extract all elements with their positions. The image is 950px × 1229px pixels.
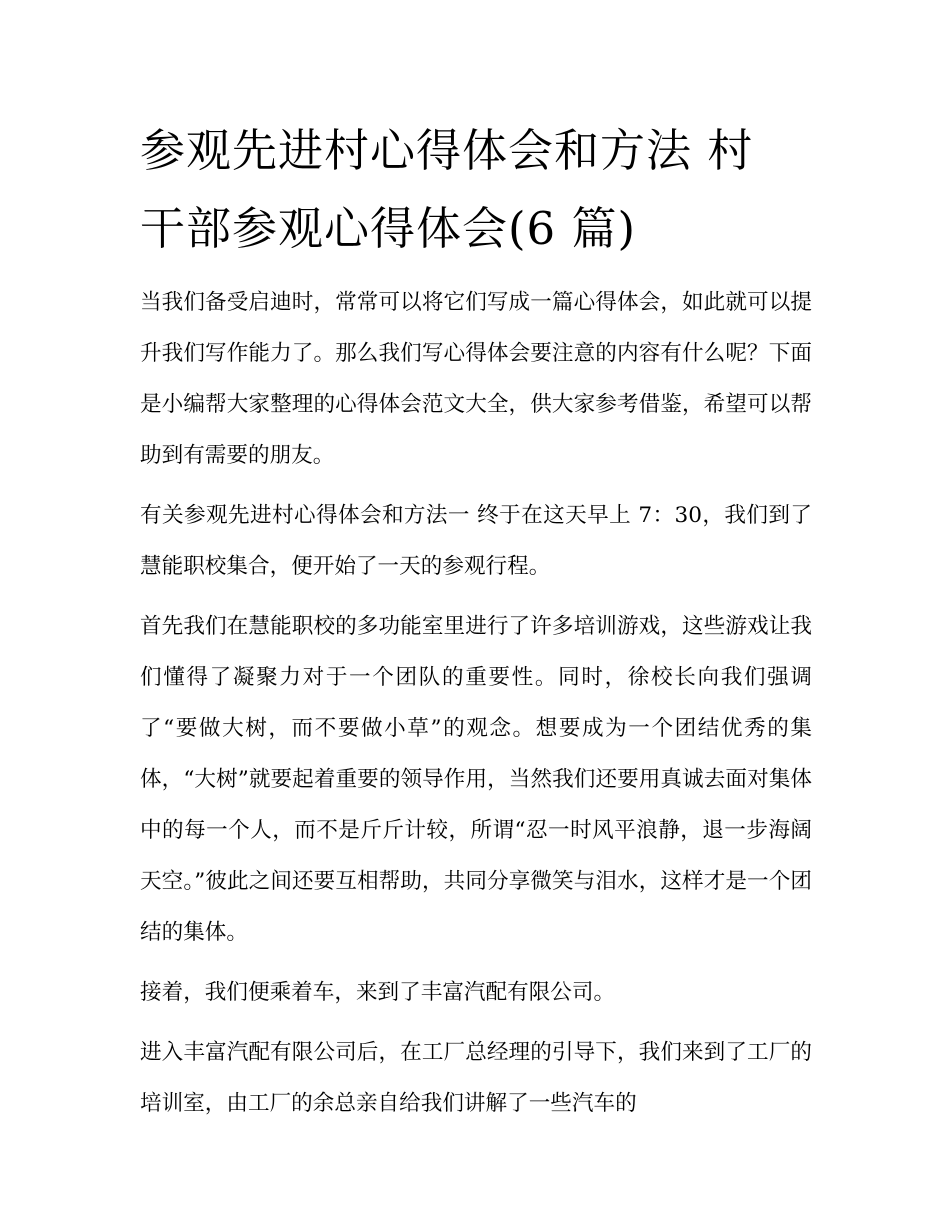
title-line-2: 干部参观心得体会(6 篇): [140, 202, 637, 255]
body-paragraph: 有关参观先进村心得体会和方法一 终于在这天早上 7：30，我们到了慧能职校集合，便开始了一天的参观行程。: [140, 503, 812, 579]
intro-paragraph: 当我们备受启迪时，常常可以将它们写成一篇心得体会，如此就可以提升我们写作能力了。那么我们写心得体会要注意的内容有什么呢？下面是小编帮大家整理的心得体会范文大全，供大家参考借鉴，希望可以帮助到有需要的朋友。: [140, 290, 812, 468]
body-paragraph: 进入丰富汽配有限公司后，在工厂总经理的引导下，我们来到了工厂的培训室，由工厂的余总亲自给我们讲解了一些汽车的: [140, 1040, 812, 1116]
document-page: [140, 112, 812, 1129]
document-title: [140, 112, 812, 268]
body-paragraph: 首先我们在慧能职校的多功能室里进行了许多培训游戏，这些游戏让我们懂得了凝聚力对于一个团队的重要性。同时，徐校长向我们强调了“要做大树，而不要做小草”的观念。想要成为一个团结优秀的集体，“大树”就要起着重要的领导作用，当然我们还要用真诚去面对集体中的每一个人，而不是斤斤计较，所谓“忍一时风平浪静，退一步海阔天空。”彼此之间还要互相帮助，共同分享微笑与泪水，这样才是一个团结的集体。: [140, 614, 812, 945]
title-line-1: 参观先进村心得体会和方法 村: [140, 124, 754, 177]
body-paragraph: 接着，我们便乘着车，来到了丰富汽配有限公司。: [140, 980, 616, 1005]
